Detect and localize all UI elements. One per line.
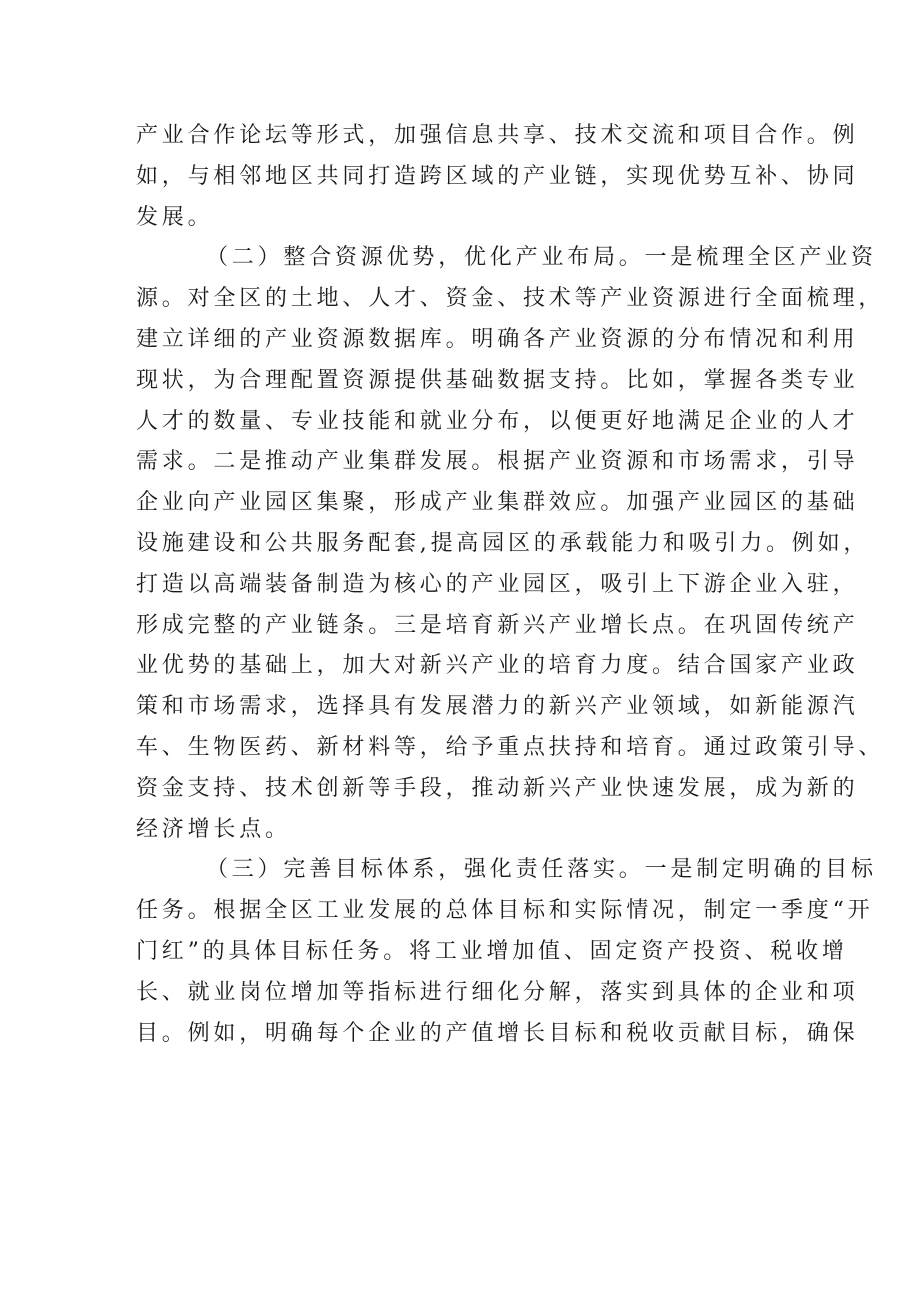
text-line: 现状，为合理配置资源提供基础数据支持。比如，掌握各类专业 [136,367,859,393]
text-line: 如，与相邻地区共同打造跨区域的产业链，实现优势互补、协同 [136,163,859,189]
text-line: 资金支持、技术创新等手段，推动新兴产业快速发展，成为新的 [136,775,859,801]
text-line: 目。例如，明确每个企业的产值增长目标和税收贡献目标，确保 [136,1020,859,1046]
text-line: 长、就业岗位增加等指标进行细化分解，落实到具体的企业和项 [136,979,859,1005]
text-line: 任务。根据全区工业发展的总体目标和实际情况，制定一季度“开 [136,898,874,924]
text-line: 车、生物医药、新材料等，给予重点扶持和培育。通过政策引导、 [136,734,885,760]
text-line: 设施建设和公共服务配套,提高园区的承载能力和吸引力。例如， [136,530,870,556]
section-heading-line: （二）整合资源优势，优化产业布局。一是梳理全区产业资 [206,245,877,271]
text-line: 策和市场需求，选择具有发展潜力的新兴产业领域，如新能源汽 [136,694,859,720]
text-line: 门红”的具体目标任务。将工业增加值、固定资产投资、税收增 [136,938,848,964]
text-line: 形成完整的产业链条。三是培育新兴产业增长点。在巩固传统产 [136,612,859,638]
text-line: 发展。 [136,204,214,230]
text-line: 产业合作论坛等形式，加强信息共享、技术交流和项目合作。例 [136,123,859,148]
text-line: 人才的数量、专业技能和就业分布，以便更好地满足企业的人才 [136,408,859,434]
text-line: 经济增长点。 [136,816,291,842]
text-line: 业优势的基础上，加大对新兴产业的培育力度。结合国家产业政 [136,653,859,679]
text-line: 企业向产业园区集聚，形成产业集群效应。加强产业园区的基础 [136,490,859,516]
text-line: 需求。二是推动产业集群发展。根据产业资源和市场需求，引导 [136,449,859,475]
text-line: 建立详细的产业资源数据库。明确各产业资源的分布情况和利用 [136,326,859,352]
text-line: 打造以高端装备制造为核心的产业园区，吸引上下游企业入驻， [136,571,859,597]
body-text [136,116,885,1054]
text-line: 源。对全区的土地、人才、资金、技术等产业资源进行全面梳理， [136,286,885,312]
section-heading-line: （三）完善目标体系，强化责任落实。一是制定明确的目标 [206,857,877,883]
